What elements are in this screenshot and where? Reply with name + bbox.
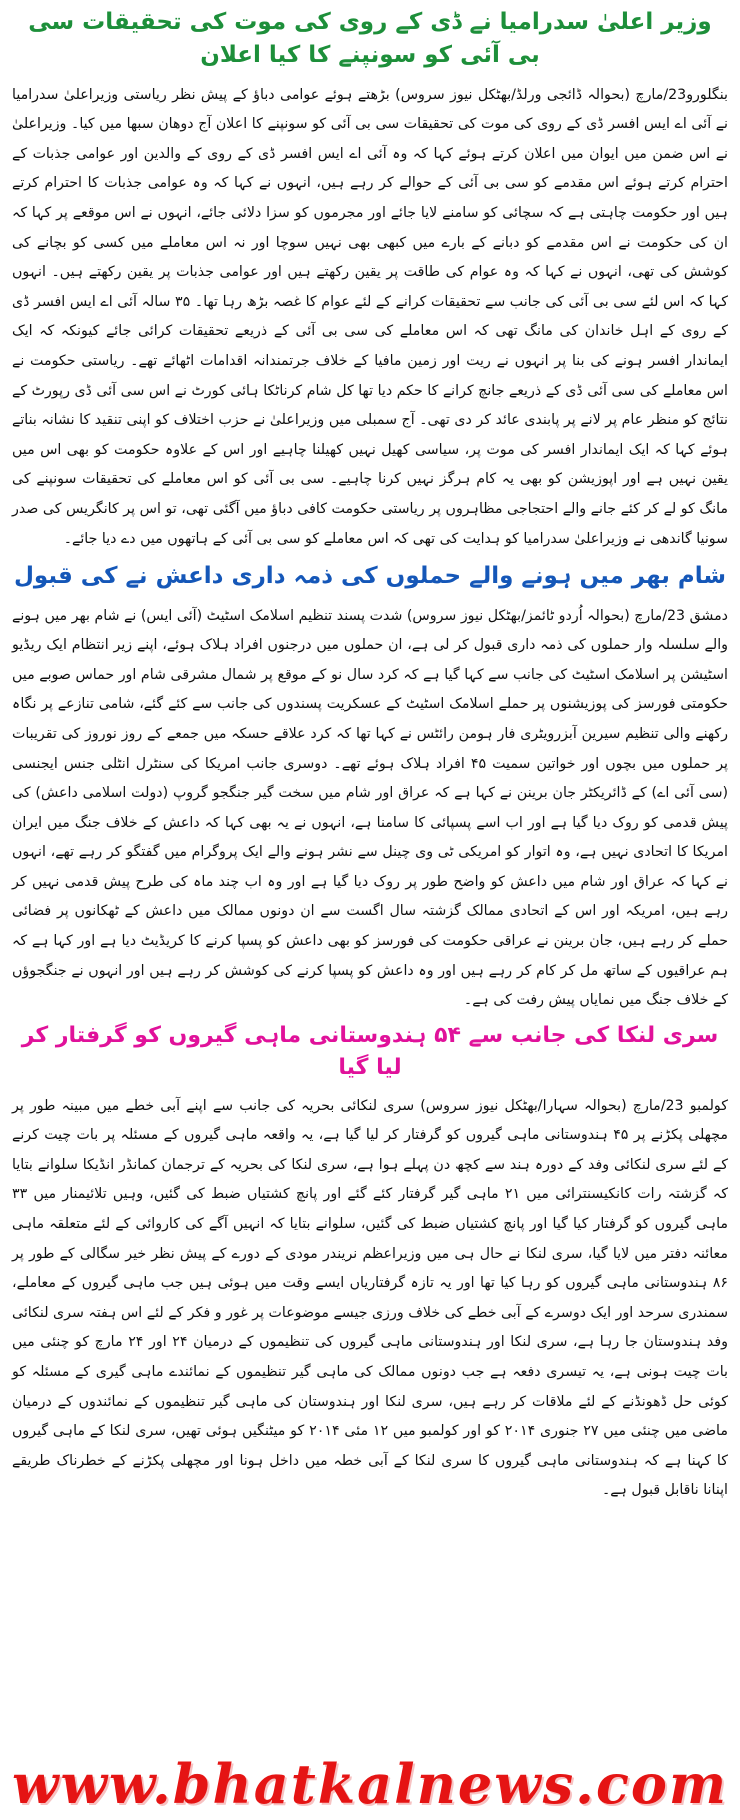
body-cbi-probe: بنگلورو23/مارچ (بحوالہ ڈائجی ورلڈ/بھٹکل نیوز سروس) بڑھتے ہوئے عوامی دباؤ کے پیش نظر ریاستی وزیراعلیٰ سدرامیا نے آئی اے ایس افسر ڈی کے روی کی موت کی تحقیقات سی بی آئی کو سونپنے کا اعلان آج دوھان سبھا میں کیا۔ وزیراعلیٰ نے اس ضمن میں ایوان میں اعلان کرتے ہوئے کہا کہ وہ آئی اے ایس افسر ڈی کے روی کے والدین اور عوامی جذبات کے احترام کرتے ہوئے اس مقدمے کو سی بی آئی کے حوالے کر رہے ہیں، انہوں نے کہا کہ وہ عوامی جذبات کا احترام کرتے ہیں اور حکومت چاہتی ہے کہ سچائی کو سامنے لایا جائے اور مجرموں کو سزا دلائی جائے، انہوں نے اس موقعے پر کہا کہ ان کی حکومت نے اس مقدمے کو دبانے کے بارے میں کبھی بھی نہیں سوچا اور نہ اس معاملے میں کسی کو بچانے کی کوشش کی تھی، انہوں نے کہا کہ وہ عوام کی طاقت پر یقین رکھتے ہیں اور عوامی جذبات پر یقین رکھتے ہیں۔ انہوں کہا کہ اس لئے سی بی آئی کی جانب سے تحقیقات کرانے کے لئے عوام کا غصہ بڑھ رہا تھا۔ ۳۵ سالہ آئی اے ایس افسر ڈی کے روی کے اہل خاندان کی مانگ تھی کہ اس معاملے کی سی بی آئی کے ذریعے تحقیقات کرائی جائے کیونکہ کہ ایک ایماندار افسر ہونے کی بنا پر انہوں نے ریت اور زمین مافیا کے خلاف جرتمندانہ اقدامات اٹھائے تھے۔ ریاستی حکومت نے اس معاملے کی سی آئی ڈی کے ذریعے جانچ کرانے کا حکم دیا تھا کل شام کرناٹکا ہائی کورٹ نے اس سی آئی ڈی رپورٹ کے نتائج کو منظر عام پر لانے پر پابندی عائد کر دی تھی۔ آج سمبلی میں وزیراعلیٰ نے حزب اختلاف کو اپنی تنقید کا نشانہ بناتے ہوئے کہا کہ ایک ایماندار افسر کی موت پر، سیاسی کھیل نہیں کھیلنا چاہیے اور اس کے علاوہ حکومت کو بھی اس میں یقین نہیں ہے اور اپوزیشن کو بھی یہ کام ہرگز نہیں کرنا چاہیے۔ سی بی آئی کو اس معاملے کی تحقیقات سونپنے کی مانگ کو لے کر کئے جانے والے احتجاجی مظاہروں پر ریاستی حکومت کافی دباؤ میں آگئی تھی، تو اس پر کانگریس کی صدر سونیا گاندھی نے وزیراعلیٰ سدرامیا کو ہدایت کی تھی کہ اس معاملے کو سی بی آئی کے ہاتھوں میں دے دیا جائے۔: [12, 86, 728, 547]
footer-watermark: [0, 1752, 740, 1816]
site-url[interactable]: www.bhatkalnews.com: [11, 1752, 729, 1816]
body-fishermen-arrest: کولمبو 23/مارچ (بحوالہ سہارا/بھٹکل نیوز سروس) سری لنکائی بحریہ کی جانب سے اپنے آبی خطے میں مبینہ طور پر مچھلی پکڑنے پر ۴۵ ہندوستانی ماہی گیروں کو گرفتار کر لیا گیا ہے، یہ واقعہ ماہی گیروں کے مسئلہ پر بات چیت کرنے کے لئے سری لنکائی وفد کے دورہ ہند سے کچھ دن پہلے ہوا ہے، سری لنکا کی بحریہ کے ترجمان کمانڈر انڈیکا سلوانے بتایا کہ گزشتہ رات کانکیسنترائی میں ۲۱ ماہی گیر گرفتار کئے گئے اور پانچ کشتیاں ضبط کی گئیں، وہیں تلائیمنار میں ۳۳ ماہی گیروں کو گرفتار کیا گیا اور پانچ کشتیاں ضبط کی گئیں، سلوانے بتایا کہ انہیں آگے کی کاروائی کے لئے متعلقہ ماہی معائنہ دفتر میں لایا گیا، سری لنکا نے حال ہی میں وزیراعظم نریندر مودی کے دورے کے پیش نظر خیر سگالی کے طور پر ۸۶ ہندوستانی ماہی گیروں کو رہا کیا تھا اور یہ تازہ گرفتاریاں ایسے وقت میں ہوئی ہیں جب ماہی گیروں کے معاملے، سمندری سرحد اور ایک دوسرے کے آبی خطے کی خلاف ورزی جیسے موضوعات پر غور و فکر کے لئے اس ہفتہ سری لنکائی وفد ہندوستان جا رہا ہے، سری لنکا اور ہندوستانی ماہی گیروں کی تنظیموں کے درمیان ۲۴ اور ۲۴ مارچ کو چنئی میں بات چیت ہونی ہے، یہ تیسری دفعہ ہے جب دونوں ممالک کی ماہی گیر تنظیموں کے نمائندے ماہی گیری کے مسئلہ کو کوئی حل ڈھونڈنے کے لئے ملاقات کر رہے ہیں، سری لنکا اور ہندوستان کی ماہی گیر تنظیموں کے نمائندوں کے درمیان ماضی میں چنئی میں ۲۷ جنوری ۲۰۱۴ کو اور کولمبو میں ۱۲ مئی ۲۰۱۴ کو میٹنگیں ہوئی تھیں، سری لنکا کے ماہی گیروں کا کہنا ہے کہ ہندوستانی ماہی گیروں کا سری لنکا کے آبی خطہ میں داخل ہونا اور مچھلی پکڑنے کے خطرناک طریقے اپنانا ناقابل قبول ہے۔: [12, 1097, 728, 1499]
article-syria-attacks: [10, 560, 730, 1016]
body-syria-attacks: دمشق 23/مارچ (بحوالہ اُردو ٹائمز/بھٹکل نیوز سروس) شدت پسند تنظیم اسلامک اسٹیٹ (آئی ایس) نے شام بھر میں ہونے والے سلسلہ وار حملوں کی ذمہ داری قبول کر لی ہے، ان حملوں میں درجنوں افراد ہلاک ہوئے، اپنے زیر انتظام ایک ریڈیو اسٹیشن پر اسلامک اسٹیٹ کی جانب سے کہا گیا ہے کہ کرد سال نو کے موقع پر شمال مشرقی شام اور حماس صوبے میں حکومتی فورسز کی پوزیشنوں پر حملے اسلامک اسٹیٹ کے عسکریت پسندوں کی جانب سے کئے گئے، شامی تنازعے پر نگاہ رکھنے والی تنظیم سیرین آبزرویٹری فار ہومن رائٹس نے کہا تھا کہ کرد علاقے حسکہ میں جمعے کے روز نوروز کی تقریبات پر حملوں میں بچوں اور خواتین سمیت ۴۵ افراد ہلاک ہوئے تھے۔ دوسری جانب امریکا کی سنٹرل انٹلی جنس ایجنسی (سی آئی اے) کے ڈائریکٹر جان برینن نے کہا ہے کہ عراق اور شام میں سخت گیر جنگجو گروپ (دولت اسلامی داعش) کی پیش قدمی کو روک دیا گیا ہے اور اب اسے پسپائی کا سامنا ہے، انہوں نے یہ بھی کہا کہ داعش کے خلاف جنگ میں ایران امریکا کا اتحادی نہیں ہے، وہ اتوار کو امریکی ٹی وی چینل سے نشر ہونے والے ایک پروگرام میں گفتگو کر رہے تھے، انہوں نے کہا کہ عراق اور شام میں داعش کو واضح طور پر روک دیا گیا ہے اور وہ اب چند ماہ کی طرح پیش قدمی نہیں کر رہے ہیں، امریکہ اور اس کے اتحادی ممالک گزشتہ سال اگست سے ان دونوں ممالک میں داعش کے ٹھکانوں پر فضائی حملے کر رہے ہیں، جان برینن نے عراقی حکومت کی فورسز کو بھی داعش کو پسپا کرنے کا کریڈیٹ دیا ہے اور کہا ہے کہ ہم عراقیوں کے ساتھ مل کر کام کر رہے ہیں اور وہ داعش کو پسپا کرنے کی کوشش کر رہے ہیں اور انہوں نے جنگجوؤں کے خلاف جنگ میں نمایاں پیش رفت کی ہے۔: [12, 607, 729, 1009]
headline-fishermen-arrest: سری لنکا کی جانب سے ۵۴ ہندوستانی ماہی گیروں کو گرفتار کر لیا گیا: [21, 1022, 719, 1080]
article-cbi-probe: [10, 6, 730, 554]
headline-cbi-probe: وزیر اعلیٰ سدرامیا نے ڈی کے روی کی موت کی تحقیقات سی بی آئی کو سونپنے کا کیا اعلان: [28, 9, 712, 69]
article-fishermen-arrest: [10, 1020, 730, 1506]
headline-syria-attacks: شام بھر میں ہونے والے حملوں کی ذمہ داری داعش نے کی قبول: [13, 563, 727, 590]
